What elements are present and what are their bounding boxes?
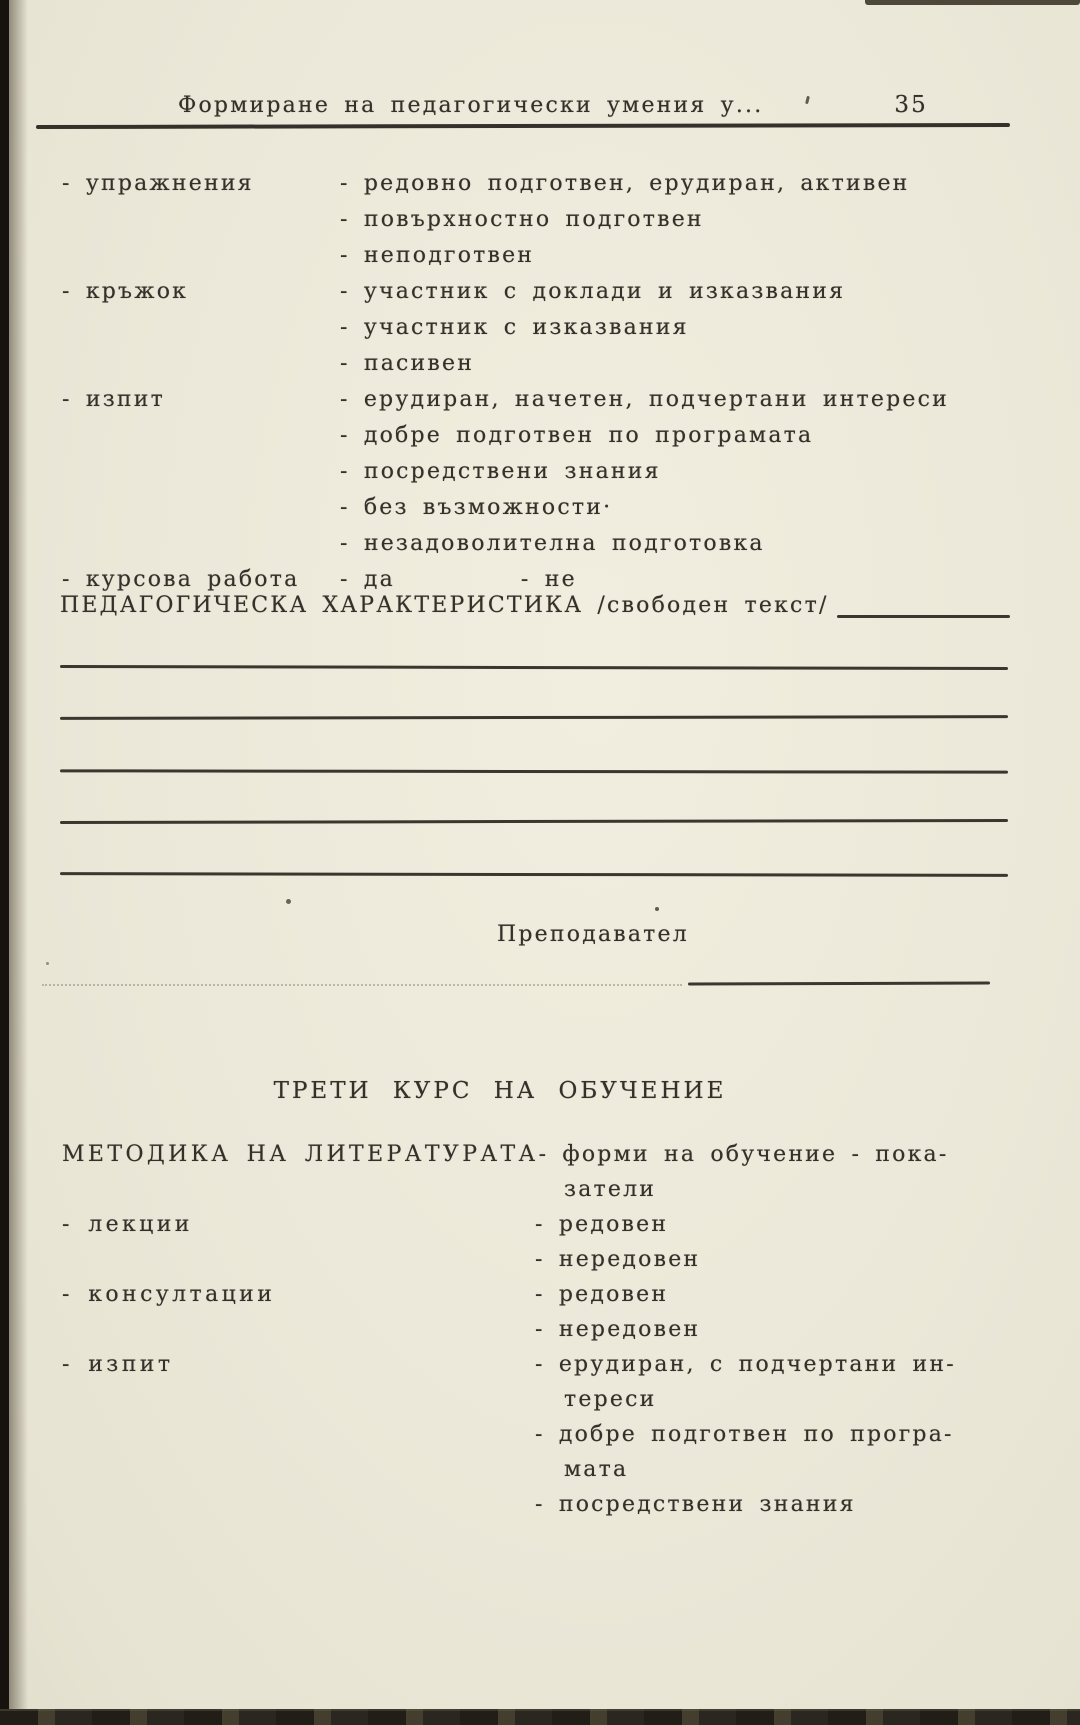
subject-title: МЕТОДИКА НА ЛИТЕРАТУРАТА <box>62 1142 539 1167</box>
indicator-text: тереси <box>564 1387 657 1412</box>
indicator-text: - редовен <box>535 1282 669 1307</box>
assessment-row-continuation <box>62 1382 1052 1417</box>
running-title: Формиране на педагогически умения у... <box>178 93 764 118</box>
write-in-line <box>837 615 1010 618</box>
subject-title-spacer <box>62 1172 535 1207</box>
indicator-text: - добре подготвен по програмата <box>340 423 814 448</box>
subject-row <box>62 1137 1052 1172</box>
form-of-training-label: - консултации <box>62 1282 276 1307</box>
third-course-list <box>62 1137 1052 1522</box>
indicator-text: - посредствени знания <box>340 459 661 484</box>
assessment-row <box>62 1207 1052 1242</box>
indicator-text: - нередовен <box>535 1247 701 1272</box>
write-in-line <box>60 665 1008 670</box>
assessment-row <box>62 418 1012 454</box>
scan-edge-bottom <box>0 1709 1080 1725</box>
form-of-training-label <box>62 1242 535 1277</box>
form-of-training-label <box>62 310 340 346</box>
teacher-label-row <box>497 917 689 953</box>
form-of-training-label: - изпит <box>62 1352 174 1377</box>
assessment-row <box>62 346 1012 382</box>
form-of-training-label: - кръжок <box>62 279 189 304</box>
ink-speck <box>46 962 49 965</box>
assessment-row <box>62 1347 1052 1382</box>
form-of-training-label <box>62 1417 535 1452</box>
assessment-row <box>62 490 1012 526</box>
subject-row-continuation <box>62 1172 1052 1207</box>
indicator-text: затели <box>564 1177 657 1202</box>
assessment-row <box>62 454 1012 490</box>
ink-speck <box>286 899 291 904</box>
assessment-row-continuation <box>62 1452 1052 1487</box>
assessment-list <box>62 166 1012 598</box>
indicator-text: - ерудиран, начетен, подчертани интереси <box>340 387 950 412</box>
indicator-text: - пасивен <box>340 351 475 376</box>
indicator-text: - форми на обучение - пока- <box>538 1142 949 1167</box>
form-of-training-label <box>62 346 340 382</box>
signature-dotted-leader <box>42 984 682 986</box>
assessment-row <box>62 1277 1052 1312</box>
form-of-training-label <box>62 1452 535 1487</box>
page-header <box>60 92 1010 118</box>
form-of-training-label: - изпит <box>62 387 165 412</box>
course-work-label: - курсова работа <box>62 567 300 592</box>
indicator-text: - редовен <box>535 1212 669 1237</box>
page-number: 35 <box>894 92 928 118</box>
form-of-training-label <box>62 202 340 238</box>
pedagogical-characteristic-heading: ПЕДАГОГИЧЕСКА ХАРАКТЕРИСТИКА /свободен текст/ <box>60 593 829 618</box>
assessment-row <box>62 526 1012 562</box>
book-spine-shadow <box>9 0 28 1725</box>
header-rule <box>36 123 1010 129</box>
form-of-training-label <box>62 1382 535 1417</box>
assessment-row <box>62 1487 1052 1522</box>
course-work-yes: - да <box>340 567 395 592</box>
indicator-text: - ерудиран, с подчертани ин- <box>535 1352 956 1377</box>
assessment-row <box>62 310 1012 346</box>
indicator-text: - нередовен <box>535 1317 701 1342</box>
indicator-text: - без възможности· <box>340 495 613 520</box>
indicator-text: - добре подготвен по програ- <box>535 1422 954 1447</box>
indicator-text: - участник с изказвания <box>340 315 689 340</box>
book-spine-edge <box>0 0 9 1725</box>
form-of-training-label <box>62 454 340 490</box>
indicator-text: - незадоволителна подготовка <box>340 531 765 556</box>
indicator-text: - посредствени знания <box>535 1492 856 1517</box>
form-of-training-label <box>62 1487 535 1522</box>
assessment-row <box>62 166 1012 202</box>
ink-speck <box>655 907 659 911</box>
form-of-training-label <box>62 526 340 562</box>
teacher-label: Преподавател <box>497 922 689 947</box>
form-of-training-label <box>62 490 340 526</box>
course-work-no: - не <box>520 567 577 592</box>
write-in-line <box>60 715 1008 720</box>
assessment-row <box>62 274 1012 310</box>
assessment-row <box>62 382 1012 418</box>
form-of-training-label <box>62 238 340 274</box>
indicator-text: - участник с доклади и изказвания <box>340 279 846 304</box>
assessment-row <box>62 1242 1052 1277</box>
write-in-line <box>60 769 1008 773</box>
form-of-training-label <box>62 1312 535 1347</box>
pedagogical-characteristic-heading-row <box>60 589 1010 623</box>
signature-line <box>688 981 990 985</box>
assessment-row <box>62 202 1012 238</box>
indicator-text: - неподготвен <box>340 243 535 268</box>
assessment-row <box>62 1417 1052 1452</box>
write-in-line <box>60 872 1008 877</box>
assessment-row <box>62 238 1012 274</box>
indicator-text: - редовно подготвен, ерудиран, активен <box>340 171 910 196</box>
scan-edge-top <box>865 0 1080 5</box>
form-of-training-label: - лекции <box>62 1212 193 1237</box>
write-in-line <box>60 819 1008 824</box>
form-of-training-label: - упражнения <box>62 171 254 196</box>
third-course-heading: ТРЕТИ КУРС НА ОБУЧЕНИЕ <box>273 1078 727 1104</box>
assessment-row <box>62 1312 1052 1347</box>
indicator-text: - повърхностно подготвен <box>340 207 704 232</box>
indicator-text: мата <box>564 1457 629 1482</box>
form-of-training-label <box>62 418 340 454</box>
